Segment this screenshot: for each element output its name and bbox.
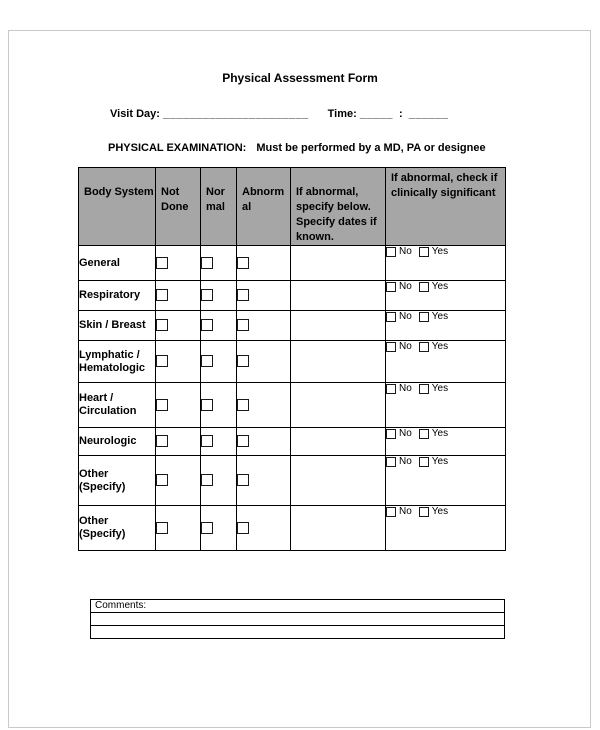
not-done-checkbox[interactable] [156, 319, 168, 331]
not-done-checkbox[interactable] [156, 355, 168, 367]
table-header-row [79, 168, 506, 246]
normal-checkbox[interactable] [201, 399, 213, 411]
abnormal-cell [237, 456, 291, 506]
body-system-cell: Skin / Breast [79, 311, 156, 341]
exam-heading-text: Must be performed by a MD, PA or designee [256, 142, 486, 154]
not-done-cell [156, 383, 201, 428]
no-checkbox[interactable] [386, 429, 396, 439]
no-label: No [399, 246, 412, 257]
significant-cell [386, 428, 506, 456]
no-checkbox[interactable] [386, 312, 396, 322]
exam-heading-label: PHYSICAL EXAMINATION: [108, 142, 247, 154]
col-header-normal: Nor mal [201, 168, 237, 246]
yes-label: Yes [431, 506, 449, 517]
not-done-cell [156, 281, 201, 311]
col-header-abnormal: Abnorm al [237, 168, 291, 246]
table-row [79, 383, 506, 428]
time-minutes-field[interactable]: ______ [408, 108, 449, 120]
visit-day-row [110, 108, 448, 120]
yes-label: Yes [431, 281, 449, 292]
table-row [79, 428, 506, 456]
yes-checkbox[interactable] [419, 507, 429, 517]
significant-cell [386, 311, 506, 341]
table-row [79, 456, 506, 506]
body-system-cell: Heart / Circulation [79, 383, 156, 428]
abnormal-cell [237, 383, 291, 428]
yes-checkbox[interactable] [419, 457, 429, 467]
not-done-cell [156, 246, 201, 281]
abnormal-cell [237, 311, 291, 341]
comments-label: Comments: [91, 600, 505, 613]
time-label: Time: [327, 108, 357, 120]
specify-cell[interactable] [291, 506, 386, 551]
abnormal-checkbox[interactable] [237, 474, 249, 486]
comments-header-row [91, 600, 505, 613]
abnormal-cell [237, 341, 291, 383]
normal-checkbox[interactable] [201, 289, 213, 301]
normal-cell [201, 341, 237, 383]
no-checkbox[interactable] [386, 247, 396, 257]
col-header-significant: If abnormal, check if clinically significant [386, 168, 506, 246]
abnormal-cell [237, 506, 291, 551]
table-row [79, 246, 506, 281]
no-checkbox[interactable] [386, 457, 396, 467]
no-label: No [399, 311, 412, 322]
not-done-checkbox[interactable] [156, 257, 168, 269]
body-system-cell: Neurologic [79, 428, 156, 456]
body-system-cell: Lymphatic / Hematologic [79, 341, 156, 383]
table-row [79, 341, 506, 383]
normal-checkbox[interactable] [201, 257, 213, 269]
abnormal-checkbox[interactable] [237, 399, 249, 411]
significant-cell [386, 341, 506, 383]
normal-checkbox[interactable] [201, 435, 213, 447]
abnormal-cell [237, 281, 291, 311]
not-done-checkbox[interactable] [156, 399, 168, 411]
yes-checkbox[interactable] [419, 247, 429, 257]
normal-checkbox[interactable] [201, 474, 213, 486]
yes-label: Yes [431, 383, 449, 394]
specify-cell[interactable] [291, 246, 386, 281]
not-done-cell [156, 506, 201, 551]
not-done-checkbox[interactable] [156, 474, 168, 486]
specify-cell[interactable] [291, 456, 386, 506]
yes-checkbox[interactable] [419, 282, 429, 292]
normal-checkbox[interactable] [201, 319, 213, 331]
abnormal-checkbox[interactable] [237, 319, 249, 331]
col-header-body-system: Body System [79, 168, 156, 246]
no-label: No [399, 281, 412, 292]
not-done-cell [156, 456, 201, 506]
abnormal-checkbox[interactable] [237, 355, 249, 367]
yes-label: Yes [431, 456, 449, 467]
specify-cell[interactable] [291, 341, 386, 383]
normal-checkbox[interactable] [201, 522, 213, 534]
body-system-cell: General [79, 246, 156, 281]
body-system-cell: Other (Specify) [79, 456, 156, 506]
time-hours-field[interactable]: _____ [359, 108, 393, 120]
physical-exam-table [78, 167, 506, 551]
not-done-checkbox[interactable] [156, 289, 168, 301]
no-checkbox[interactable] [386, 282, 396, 292]
col-header-not-done: Not Done [156, 168, 201, 246]
not-done-checkbox[interactable] [156, 522, 168, 534]
abnormal-checkbox[interactable] [237, 289, 249, 301]
no-label: No [399, 428, 412, 439]
no-label: No [399, 506, 412, 517]
significant-cell [386, 456, 506, 506]
abnormal-checkbox[interactable] [237, 257, 249, 269]
normal-cell [201, 383, 237, 428]
no-label: No [399, 456, 412, 467]
normal-cell [201, 281, 237, 311]
specify-cell[interactable] [291, 383, 386, 428]
table-row [79, 281, 506, 311]
significant-cell [386, 506, 506, 551]
significant-cell [386, 281, 506, 311]
normal-cell [201, 506, 237, 551]
specify-cell[interactable] [291, 428, 386, 456]
yes-checkbox[interactable] [419, 312, 429, 322]
no-checkbox[interactable] [386, 384, 396, 394]
visit-day-field[interactable]: ______________________ [163, 108, 309, 120]
yes-label: Yes [431, 311, 449, 322]
table-row [79, 311, 506, 341]
abnormal-checkbox[interactable] [237, 522, 249, 534]
no-label: No [399, 341, 412, 352]
yes-label: Yes [431, 341, 449, 352]
abnormal-cell [237, 428, 291, 456]
exam-heading [108, 142, 486, 154]
significant-cell [386, 246, 506, 281]
normal-cell [201, 311, 237, 341]
comments-line-row [91, 613, 505, 626]
visit-day-label: Visit Day: [110, 108, 160, 120]
comments-table [90, 599, 505, 639]
no-label: No [399, 383, 412, 394]
table-row [79, 506, 506, 551]
not-done-checkbox[interactable] [156, 435, 168, 447]
yes-checkbox[interactable] [419, 342, 429, 352]
normal-cell [201, 246, 237, 281]
comments-line[interactable] [91, 626, 505, 639]
specify-cell[interactable] [291, 311, 386, 341]
not-done-cell [156, 311, 201, 341]
yes-checkbox[interactable] [419, 384, 429, 394]
comments-line[interactable] [91, 613, 505, 626]
form-title: Physical Assessment Form [222, 71, 378, 85]
normal-cell [201, 428, 237, 456]
yes-label: Yes [431, 428, 449, 439]
no-checkbox[interactable] [386, 507, 396, 517]
abnormal-checkbox[interactable] [237, 435, 249, 447]
normal-checkbox[interactable] [201, 355, 213, 367]
yes-label: Yes [431, 246, 449, 257]
no-checkbox[interactable] [386, 342, 396, 352]
col-header-specify: If abnormal, specify below. Specify dates if known. [291, 168, 386, 246]
body-system-cell: Other (Specify) [79, 506, 156, 551]
significant-cell [386, 383, 506, 428]
specify-cell[interactable] [291, 281, 386, 311]
not-done-cell [156, 428, 201, 456]
abnormal-cell [237, 246, 291, 281]
normal-cell [201, 456, 237, 506]
not-done-cell [156, 341, 201, 383]
comments-line-row [91, 626, 505, 639]
yes-checkbox[interactable] [419, 429, 429, 439]
time-separator: : [399, 108, 403, 120]
body-system-cell: Respiratory [79, 281, 156, 311]
